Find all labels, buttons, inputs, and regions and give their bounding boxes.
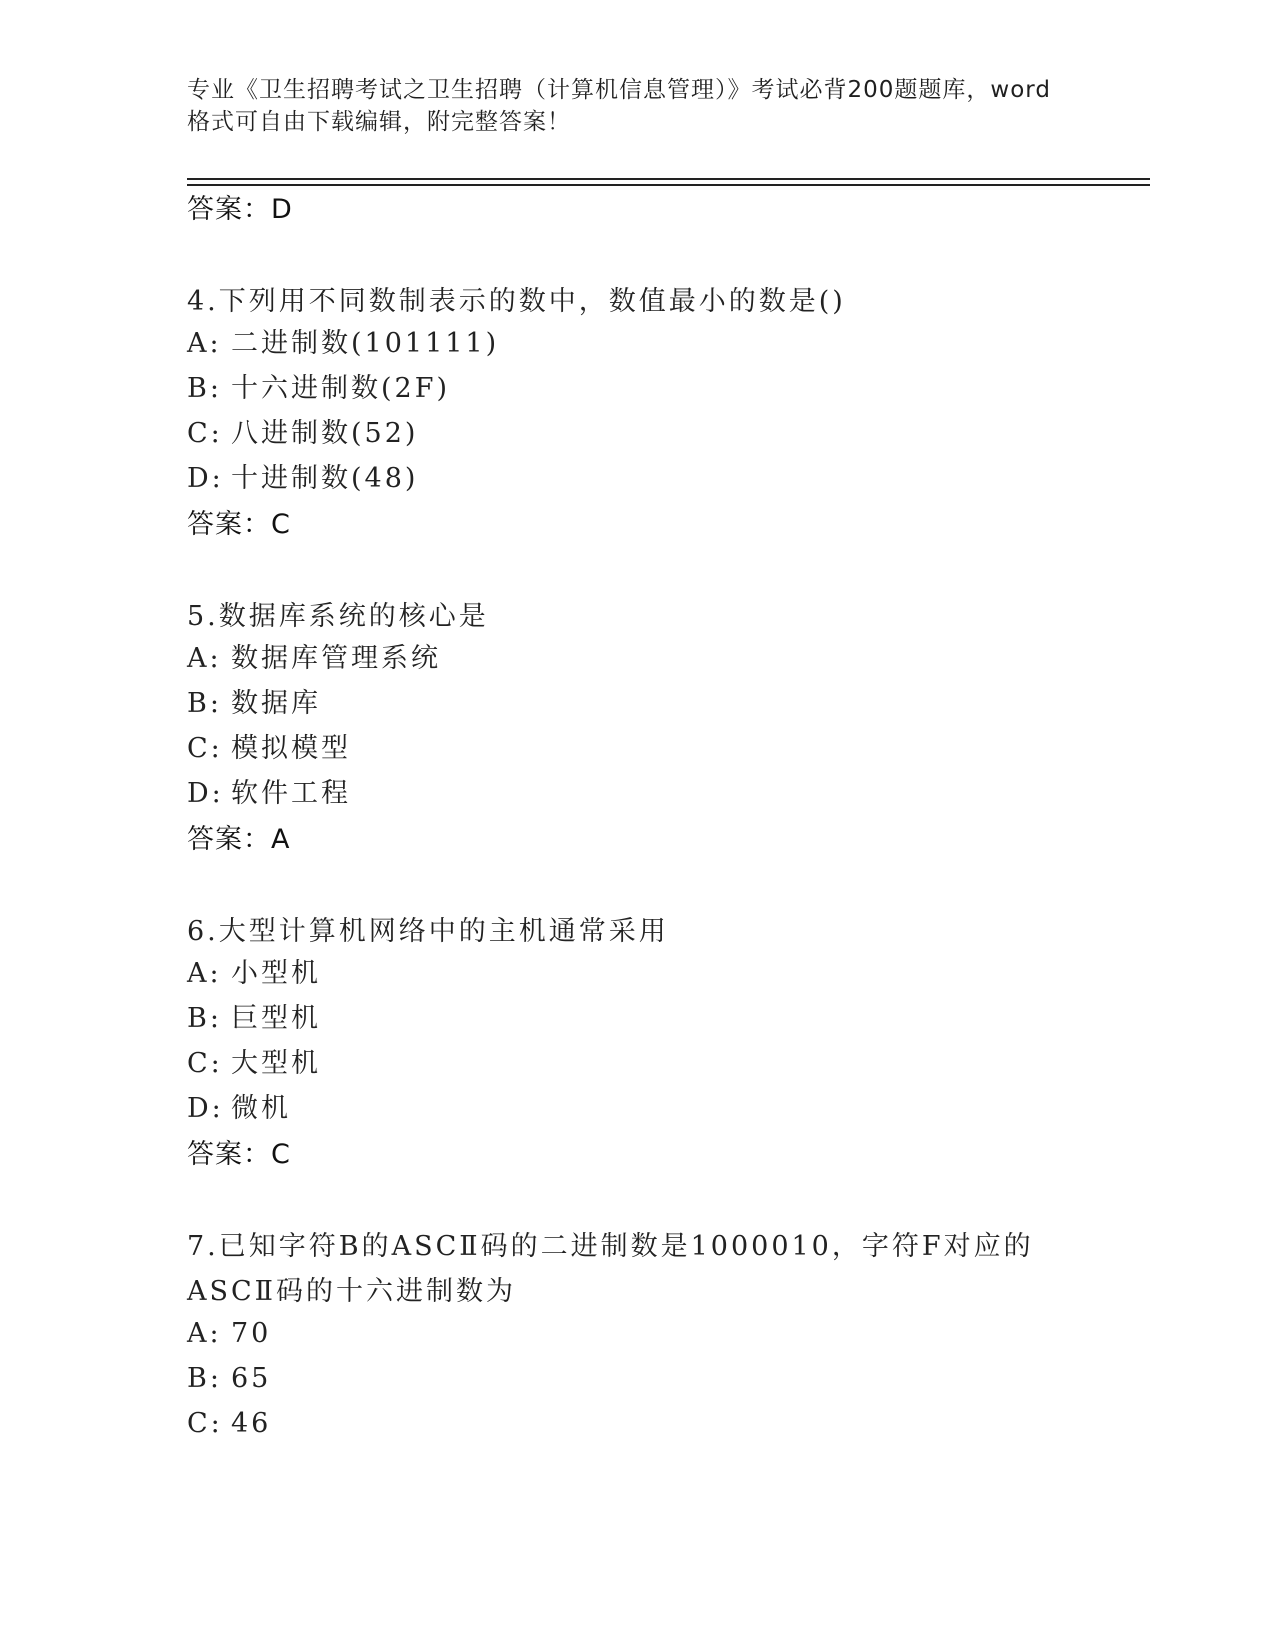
question-4-option-b [187, 372, 450, 406]
option-text: 八进制数(52) [231, 418, 419, 449]
option-text: 十六进制数(2F) [231, 373, 450, 404]
option-text: 微机 [231, 1093, 291, 1124]
option-text: 小型机 [231, 958, 321, 989]
option-letter: A: [187, 958, 222, 989]
option-text: 数据库管理系统 [231, 643, 441, 674]
question-6-option-b [187, 1002, 321, 1036]
option-letter: B: [187, 688, 222, 719]
question-7-option-a [187, 1317, 271, 1351]
option-letter: D: [187, 1093, 224, 1124]
option-text: 大型机 [231, 1048, 321, 1079]
option-letter: B: [187, 1003, 222, 1034]
option-text: 65 [231, 1363, 272, 1394]
question-7-option-c [187, 1407, 271, 1441]
header-divider-top [187, 178, 1150, 180]
option-text: 70 [231, 1318, 272, 1349]
question-5-option-c [187, 732, 351, 766]
option-letter: B: [187, 373, 222, 404]
question-6-stem: 6.大型计算机网络中的主机通常采用 [187, 916, 669, 947]
option-letter: C: [187, 733, 223, 764]
question-4-answer: 答案：C [187, 509, 291, 540]
option-letter: D: [187, 778, 224, 809]
option-letter: A: [187, 1318, 222, 1349]
document-header [187, 74, 1097, 138]
option-letter: C: [187, 1048, 223, 1079]
option-letter: C: [187, 1408, 223, 1439]
question-6-option-a [187, 957, 321, 991]
question-6-answer: 答案：C [187, 1139, 291, 1170]
question-4-option-d [187, 462, 418, 496]
question-6-option-d [187, 1092, 291, 1126]
header-line-1: 专业《卫生招聘考试之卫生招聘（计算机信息管理）》考试必背200题题库，word [187, 77, 1051, 103]
question-5-answer: 答案：A [187, 824, 291, 855]
option-letter: D: [187, 463, 224, 494]
option-letter: C: [187, 418, 223, 449]
question-7-stem: 7.已知字符B的ASCⅡ码的二进制数是1000010，字符F对应的ASCⅡ码的十六进制数为 [187, 1231, 1034, 1307]
option-text: 模拟模型 [231, 733, 351, 764]
question-5-option-d [187, 777, 351, 811]
option-letter: A: [187, 643, 222, 674]
question-5-option-b [187, 687, 321, 721]
question-4-option-c [187, 417, 418, 451]
question-5-stem: 5.数据库系统的核心是 [187, 601, 489, 632]
header-line-2: 格式可自由下载编辑，附完整答案！ [187, 109, 571, 135]
option-text: 软件工程 [231, 778, 351, 809]
option-text: 巨型机 [231, 1003, 321, 1034]
question-6-option-c [187, 1047, 321, 1081]
option-text: 46 [231, 1408, 272, 1439]
option-text: 十进制数(48) [231, 463, 419, 494]
question-7-option-b [187, 1362, 271, 1396]
option-text: 二进制数(101111) [231, 328, 500, 359]
question-5-option-a [187, 642, 441, 676]
option-text: 数据库 [231, 688, 321, 719]
option-letter: B: [187, 1363, 222, 1394]
option-letter: A: [187, 328, 222, 359]
question-4-option-a [187, 327, 499, 361]
previous-answer: 答案：D [187, 194, 293, 225]
question-4-stem: 4.下列用不同数制表示的数中，数值最小的数是() [187, 286, 846, 317]
header-divider-bottom [187, 184, 1150, 186]
